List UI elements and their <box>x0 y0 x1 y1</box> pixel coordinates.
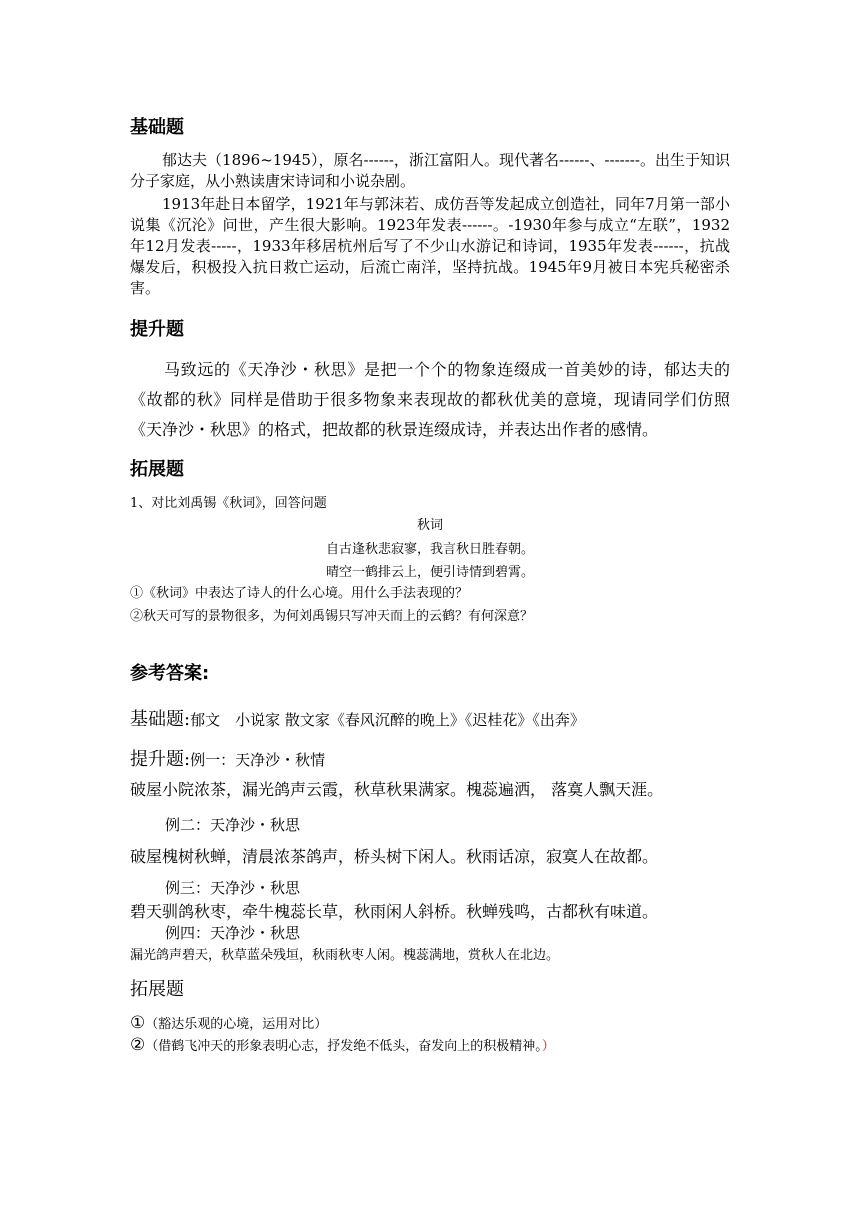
answer-basic <box>130 707 585 733</box>
answer-extend-2 <box>130 1035 555 1057</box>
example-4-title: 例四：天净沙・秋思 <box>165 924 301 942</box>
example-2-text: 破屋槐树秋蝉，清晨浓茶鸽声，桥头树下闲人。秋雨话凉，寂寞人在故都。 <box>130 847 659 866</box>
example-4-text: 漏光鸽声碧天，秋草蓝朵残垣，秋雨秋枣人闲。槐蕊满地，赏秋人在北边。 <box>130 948 560 963</box>
poem-line-2: 晴空一鹤排云上，便引诗情到碧霄。 <box>325 565 534 580</box>
improve-paragraph: 马致远的《天净沙・秋思》是把一个个的物象连缀成一首美妙的诗，郁达夫的《故都的秋》同样是借助于很多物象来表现故的都秋优美的意境，现请同学们仿照《天净沙・秋思》的格式，把故都的秋景连缀成诗，并表达出作者的感情。 <box>130 360 730 439</box>
answer-1-text: （豁达乐观的心境，运用对比） <box>145 1017 328 1032</box>
extend-question-2: ②秋天可写的景物很多，为何刘禹锡只写冲天而上的云鹤？有何深意？ <box>130 609 534 624</box>
basic-heading: 基础题 <box>130 117 184 138</box>
example-3-text: 碧天驯鸽秋枣，牵牛槐蕊长草，秋雨闲人斜桥。秋蝉残鸣，古都秋有味道。 <box>130 902 659 921</box>
example-2-title: 例二：天净沙・秋思 <box>165 816 301 834</box>
basic-paragraph-2: 1913年赴日本留学，1921年与郭沫若、成仿吾等发起成立创造社，同年7月第一部小说集《沉沦》问世，产生很大影响。1923年发表------。-1930年参与成立“左联”，1932年12月发表-----，1933年移居杭州后写了不少山水游记和诗词，1935年发表------，抗战爆发后，积极投入抗日救亡运动，后流亡南洋，坚持抗战。1945年9月被日本宪兵秘密杀害。 <box>130 195 730 297</box>
extend-heading: 拓展题 <box>130 459 184 480</box>
answer-2-mark: ② <box>130 1035 146 1055</box>
answer-2-closing-paren: ） <box>541 1039 555 1054</box>
improve-heading: 提升题 <box>130 319 184 340</box>
answer-improve <box>130 747 325 773</box>
answers-heading: 参考答案: <box>130 663 210 684</box>
answer-2-text: （借鹤飞冲天的形象表明心志，抒发绝不低头，奋发向上的积极精神。 <box>145 1039 542 1054</box>
poem-line-1: 自古逢秋悲寂寥，我言秋日胜春朝。 <box>325 542 534 557</box>
extend-question-intro: 1、对比刘禹锡《秋词》，回答问题 <box>130 496 327 511</box>
poem-title: 秋词 <box>416 518 443 533</box>
example-1-title: 例一：天净沙・秋情 <box>190 751 326 769</box>
basic-paragraph-1: 郁达夫（1896~1945），原名------，浙江富阳人。现代著名------、-------。出生于知识分子家庭，从小熟读唐宋诗词和小说杂剧。 <box>130 151 730 190</box>
answer-1-mark: ① <box>130 1013 146 1033</box>
example-3-title: 例三：天净沙・秋思 <box>165 879 301 897</box>
answer-extend-1 <box>130 1013 327 1035</box>
answer-extend-heading: 拓展题 <box>130 979 184 1000</box>
answer-basic-label: 基础题: <box>130 709 191 730</box>
answer-basic-text: 郁文 小说家 散文家《春风沉醉的晚上》《迟桂花》《出奔》 <box>190 711 585 729</box>
answer-improve-label: 提升题: <box>130 749 191 770</box>
example-1-text: 破屋小院浓茶，漏光鸽声云霞，秋草秋果满家。槐蕊遍洒， 落寞人飘天涯。 <box>130 780 664 799</box>
extend-question-1: ①《秋词》中表达了诗人的什么心境。用什么手法表现的？ <box>130 586 469 601</box>
